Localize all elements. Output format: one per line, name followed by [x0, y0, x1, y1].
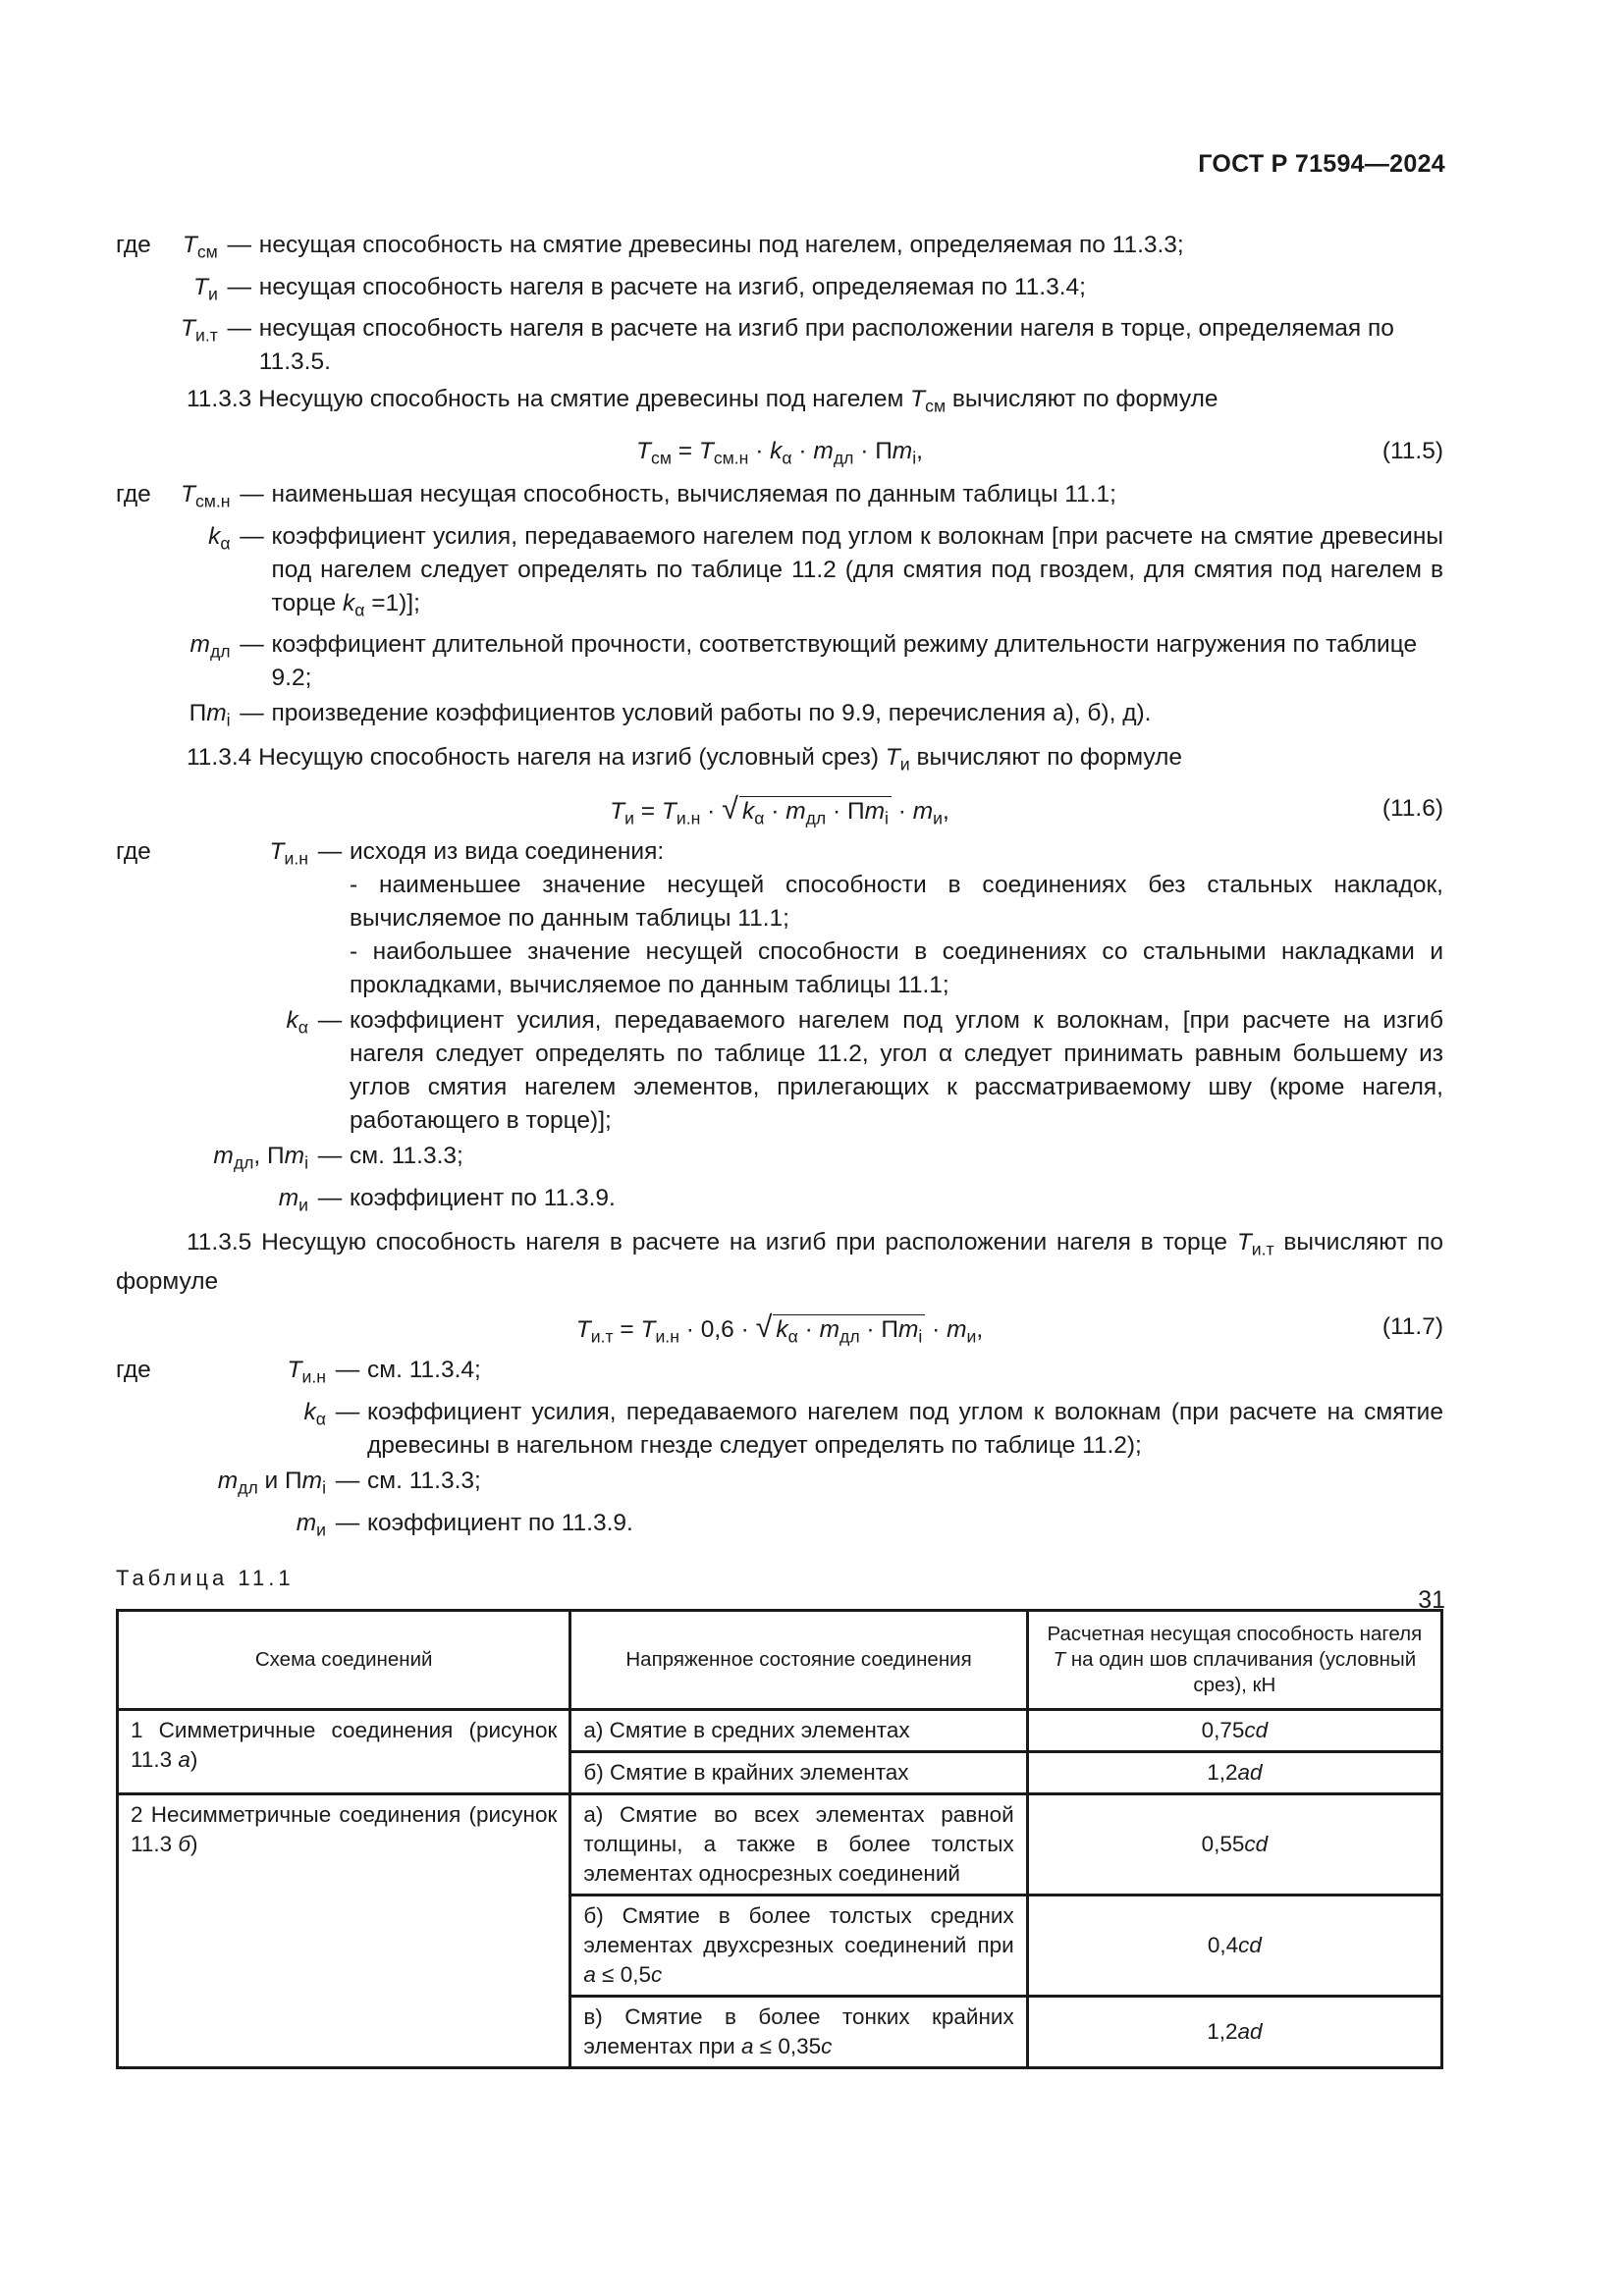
formula-11-5: [116, 425, 1443, 478]
dash: —: [317, 1185, 343, 1212]
table-cell-value: 1,2ad: [1027, 1752, 1441, 1794]
formula-number: (11.6): [1381, 795, 1443, 823]
formula-11-7: [116, 1301, 1443, 1354]
dash: —: [335, 1399, 360, 1426]
definition-row: [116, 271, 1443, 313]
definition-text: коэффициент усилия, передаваемого нагелем под углом к волокнам, [при расчете на изгиб нагеля следует определять по таблице 11.2, угол α следует принимать равным большему из углов смятия нагелем элементов, прилегающих к рассматриваемому шву (кроме нагеля, работающего в торце)];: [350, 1007, 1443, 1135]
dash: —: [240, 522, 264, 550]
definition-row: [116, 229, 1443, 271]
table-row: [118, 1710, 1442, 1752]
table-cell-value: 0,4cd: [1027, 1896, 1441, 1997]
symbol-t-sm: $T_{см}$: [182, 232, 218, 262]
table-cell-state: а) Смятие в средних элементах: [570, 1710, 1027, 1752]
definition-text: коэффициент усилия, передаваемого нагелем под углом к волокнам [при расчете на смятие древесины под нагелем следует определять по таблице 11.2 (для смятия под гвоздем, для смятия под нагелем в торце $k_\alpha =1$)];: [271, 522, 1443, 620]
table-cell-scheme: 2 Несимметричные соединения (рисунок 11.3 б): [118, 1794, 570, 2068]
definition-text: несущая способность на смятие древесины под нагелем, определяемая по 11.3.3;: [258, 232, 1184, 258]
definition-text: несущая способность нагеля в расчете на изгиб при расположении нагеля в торце, определяемая по 11.3.5.: [258, 315, 1394, 376]
dash: —: [240, 480, 264, 507]
dash: —: [317, 1143, 343, 1170]
dash: —: [227, 232, 252, 258]
definition-text: коэффициент по 11.3.9.: [350, 1185, 616, 1212]
definition-text: коэффициент усилия, передаваемого нагелем под углом к волокнам (при расчете на смятие древесины в нагельном гнезде следует определять по таблице 11.2);: [367, 1399, 1443, 1460]
where-label: где: [116, 1357, 151, 1384]
definition-row: $m_и$ — коэффициент по 11.3.9.: [116, 1507, 1443, 1549]
definition-row: $k_\alpha$ — коэффициент усилия, передаваемого нагелем под углом к волокнам [при расчете на смятие древесины под нагелем следует определять по таблице 11.2 (для смятия под гвоздем, для смятия под нагелем в торце $k_\alpha =1$)];: [116, 520, 1443, 629]
paragraph-11-3-3: 11.3.3 Несущую способность на смятие древесины под нагелем $T_{см}$ вычисляют по формуле: [187, 386, 1218, 416]
where-label: где: [116, 838, 151, 866]
page-number: 31: [1418, 1586, 1445, 1614]
definition-row: $m_{дл}$ — коэффициент длительной прочности, соответствующий режиму длительности нагружения по таблице 9.2;: [116, 628, 1443, 697]
definitions-block-4: [116, 1354, 1443, 1548]
where-label: где: [116, 232, 151, 258]
dash: —: [227, 273, 252, 300]
table-caption: Таблица 11.1: [116, 1566, 295, 1591]
definition-row: $m_{дл}$, $Пm_i$ — см. 11.3.3;: [116, 1140, 1443, 1182]
definition-row: [116, 312, 1443, 381]
column-header: Расчетная несущая способность нагеля T на один шов сплачивания (условный срез), кН: [1027, 1611, 1441, 1710]
dash: —: [335, 1509, 360, 1536]
dash: —: [317, 1007, 343, 1035]
table-cell-state: б) Смятие в более толстых средних элементах двухсрезных соединений при a ≤ 0,5c: [570, 1896, 1027, 1997]
document-id: ГОСТ Р 71594—2024: [1198, 150, 1445, 178]
paragraph-11-3-4: 11.3.4 Несущую способность нагеля на изгиб (условный срез) $T_и$ вычисляют по формуле: [187, 743, 1183, 774]
table-cell-state: б) Смятие в крайних элементах: [570, 1752, 1027, 1794]
formula-expression: $T_и = T_{и.н}$ · √ $k_\alpha \cdot m_{дл} \cdot Пm_i \cdot m_и$,: [610, 782, 949, 845]
list-item: - наименьшее значение несущей способности в соединениях без стальных накладок, вычисляемое по данным таблицы 11.1;: [350, 872, 1443, 933]
definition-row: $m_{дл}$ и $Пm_i$ — см. 11.3.3;: [116, 1465, 1443, 1507]
definition-row: где $T_{см.н}$ — наименьшая несущая способность, вычисляемая по данным таблицы 11.1;: [116, 478, 1443, 520]
definition-text: наименьшая несущая способность, вычисляемая по данным таблицы 11.1;: [271, 480, 1116, 507]
dash: —: [335, 1357, 360, 1384]
definition-row: $Пm_i$ — произведение коэффициентов условий работы по 9.9, перечисления а), б), д).: [116, 697, 1443, 739]
table-cell-value: 0,55cd: [1027, 1794, 1441, 1896]
formula-11-6: [116, 782, 1443, 835]
table-cell-scheme: 1 Симметричные соединения (рисунок 11.3 а): [118, 1710, 570, 1794]
dash: —: [335, 1468, 360, 1495]
definition-text: см. 11.3.4;: [367, 1357, 481, 1384]
table-cell-value: 0,75cd: [1027, 1710, 1441, 1752]
definitions-block-3: [116, 835, 1443, 1223]
definition-text: коэффициент по 11.3.9.: [367, 1509, 633, 1536]
dash: —: [240, 631, 264, 659]
dash: —: [317, 838, 343, 866]
page-content: [116, 229, 1443, 2069]
formula-expression: $T_{и.т} = T_{и.н} \cdot 0,6$ · √ $k_\alpha \cdot m_{дл} \cdot Пm_i \cdot m_и$,: [576, 1301, 983, 1363]
definition-text: см. 11.3.3;: [367, 1468, 481, 1495]
symbol-t-i: $T_и$: [192, 273, 218, 304]
dash: —: [240, 700, 264, 727]
table-row: [118, 1794, 1442, 1896]
formula-number: (11.5): [1381, 437, 1443, 464]
table-cell-state: в) Смятие в более тонких крайних элементах при a ≤ 0,35c: [570, 1997, 1027, 2068]
column-header: Напряженное состояние соединения: [570, 1611, 1027, 1710]
definition-text: произведение коэффициентов условий работы по 9.9, перечисления а), б), д).: [271, 700, 1152, 727]
definition-row: $m_и$ — коэффициент по 11.3.9.: [116, 1182, 1443, 1224]
list-item: - наибольшее значение несущей способности в соединениях со стальными накладками и прокладками, вычисляемое по данным таблицы 11.1;: [350, 938, 1443, 999]
symbol-t-it: $T_{и.т}$: [181, 315, 218, 346]
definition-row: где $T_{и.н}$ — исходя из вида соединения: - наименьшее значение несущей способности в соединениях без стальных накладок, вычисляемое по данным таблицы 11.1; - наибольшее значение несущей способности в соединениях со стальными накладками и прокладками, вычисляемое по данным таблицы 11.1;: [116, 835, 1443, 1004]
paragraph-11-3-5: 11.3.5 Несущую способность нагеля в расчете на изгиб при расположении нагеля в торце $T_{и.т}$ вычисляют по формуле: [116, 1228, 1444, 1296]
definition-row: $k_\alpha$ — коэффициент усилия, передаваемого нагелем под углом к волокнам, [при расчете на изгиб нагеля следует определять по таблице 11.2, угол α следует принимать равным большему из углов смятия нагелем элементов, прилегающих к рассматриваемому шву (кроме нагеля, работающего в торце)];: [116, 1004, 1443, 1140]
definition-text: см. 11.3.3;: [350, 1143, 463, 1170]
definitions-block-2: [116, 478, 1443, 739]
formula-number: (11.7): [1381, 1313, 1443, 1341]
dash: —: [227, 315, 252, 343]
definition-text: коэффициент длительной прочности, соответствующий режиму длительности нагружения по таблице 9.2;: [271, 631, 1418, 692]
where-label: где: [116, 480, 151, 507]
definitions-block-1: [116, 229, 1443, 381]
table-header-row: [118, 1611, 1442, 1710]
definition-row: где $T_{и.н}$ — см. 11.3.4;: [116, 1354, 1443, 1396]
definition-row: $k_\alpha$ — коэффициент усилия, передаваемого нагелем под углом к волокнам (при расчете на смятие древесины в нагельном гнезде следует определять по таблице 11.2);: [116, 1396, 1443, 1465]
formula-expression: $T_{см} = T_{см.н} \cdot k_\alpha \cdot m_{дл} \cdot Пm_i$,: [636, 437, 923, 468]
table-11-1: [116, 1609, 1443, 2069]
column-header: Схема соединений: [118, 1611, 570, 1710]
table-cell-value: 1,2ad: [1027, 1997, 1441, 2068]
definition-text: несущая способность нагеля в расчете на изгиб, определяемая по 11.3.4;: [258, 273, 1086, 300]
definition-text: исходя из вида соединения: - наименьшее значение несущей способности в соединениях без стальных накладок, вычисляемое по данным таблицы 11.1; - наибольшее значение несущей способности в соединениях со стальными накладками и прокладками, вычисляемое по данным таблицы 11.1;: [350, 835, 1443, 1004]
table-cell-state: а) Смятие во всех элементах равной толщины, а также в более толстых элементах односрезных соединений: [570, 1794, 1027, 1896]
